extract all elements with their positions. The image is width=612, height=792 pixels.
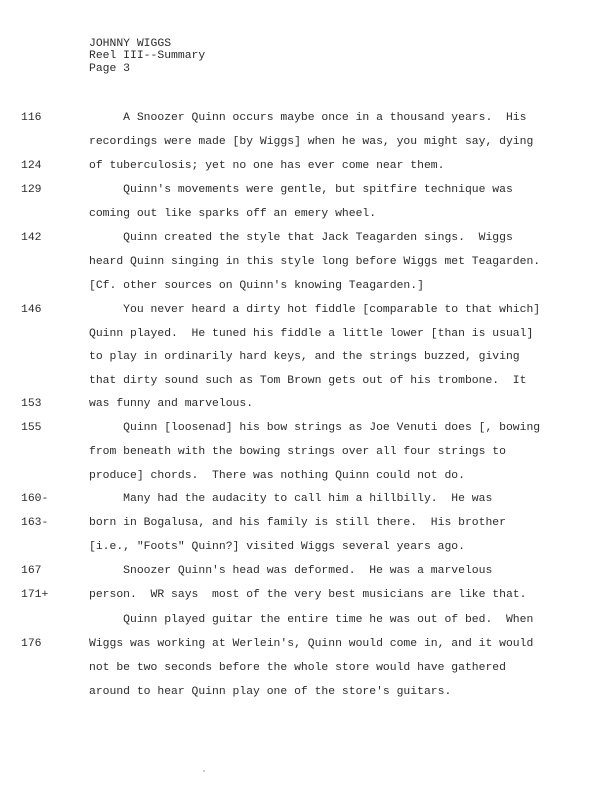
body-line: Quinn's movements were gentle, but spitfire technique was — [89, 184, 513, 196]
body-line: to play in ordinarily hard keys, and the strings buzzed, giving — [89, 351, 520, 363]
body-line: Quinn played guitar the entire time he was out of bed. When — [89, 614, 534, 626]
margin-line-number: 167 — [21, 565, 42, 577]
body-line: Quinn created the style that Jack Teagarden sings. Wiggs — [89, 232, 513, 244]
body-line: born in Bogalusa, and his family is still there. His brother — [89, 517, 506, 529]
margin-line-number: 142 — [21, 232, 42, 244]
page-header — [89, 38, 205, 75]
margin-line-number: 163- — [21, 517, 49, 529]
body-line: recordings were made [by Wiggs] when he was, you might say, dying — [89, 136, 534, 148]
body-line: Quinn played. He tuned his fiddle a little lower [than is usual] — [89, 328, 534, 340]
body-line: was funny and marvelous. — [89, 398, 254, 410]
margin-line-number: 153 — [21, 398, 42, 410]
body-line: Wiggs was working at Werlein's, Quinn would come in, and it would — [89, 638, 534, 650]
margin-line-number: 116 — [21, 112, 42, 124]
body-line: around to hear Quinn play one of the store's guitars. — [89, 686, 452, 698]
header-reel: Reel III--Summary — [89, 50, 206, 63]
body-line: Many had the audacity to call him a hillbilly. He was — [89, 493, 493, 505]
body-line: not be two seconds before the whole store would have gathered — [89, 662, 506, 674]
header-page: Page 3 — [89, 62, 131, 75]
scan-speck — [203, 770, 205, 772]
margin-line-number: 155 — [21, 422, 42, 434]
body-line: [Cf. other sources on Quinn's knowing Teagarden.] — [89, 280, 424, 292]
margin-line-number: 171+ — [21, 589, 49, 601]
body-line: A Snoozer Quinn occurs maybe once in a thousand years. His — [89, 112, 527, 124]
margin-line-number: 124 — [21, 160, 42, 172]
body-line: that dirty sound such as Tom Brown gets out of his trombone. It — [89, 375, 527, 387]
body-line: [i.e., "Foots" Quinn?] visited Wiggs several years ago. — [89, 541, 465, 553]
header-name: JOHNNY WIGGS — [89, 38, 172, 50]
body-line: from beneath with the bowing strings over all four strings to — [89, 446, 506, 458]
body-line: produce] chords. There was nothing Quinn could not do. — [89, 470, 465, 482]
body-line: Snoozer Quinn's head was deformed. He was a marvelous — [89, 565, 493, 577]
body-line: of tuberculosis; yet no one has ever come near them. — [89, 160, 445, 172]
margin-line-number: 176 — [21, 638, 42, 650]
body-line: You never heard a dirty hot fiddle [comparable to that which] — [89, 304, 541, 316]
body-line: person. WR says most of the very best musicians are like that. — [89, 589, 527, 601]
margin-line-number: 129 — [21, 184, 42, 196]
body-line: Quinn [loosenad] his bow strings as Joe Venuti does [, bowing — [89, 422, 541, 434]
margin-line-number: 146 — [21, 304, 42, 316]
body-line: heard Quinn singing in this style long before Wiggs met Teagarden. — [89, 256, 541, 268]
body-line: coming out like sparks off an emery wheel. — [89, 208, 377, 220]
margin-line-number: 160- — [21, 493, 49, 505]
